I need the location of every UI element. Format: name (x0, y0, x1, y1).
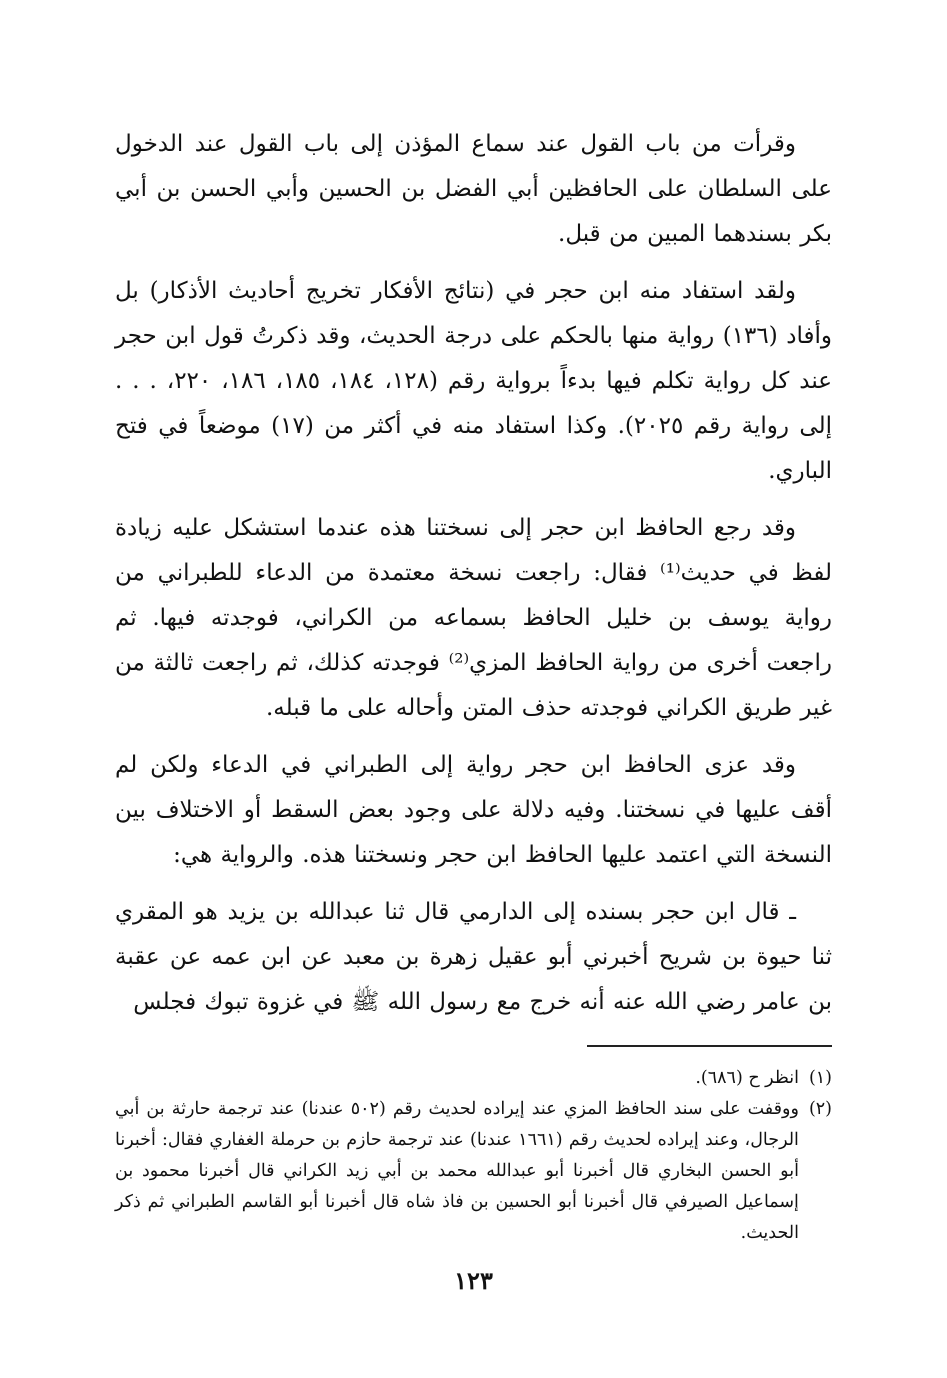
paragraph: وقرأت من باب القول عند سماع المؤذن إلى باب القول عند الدخول على السلطان على الحافظين أبي الفضل بن الحسين وأبي الحسن بن أبي بكر بسندهما المبين من قبل. (115, 131, 832, 247)
footnote-number: (١) (808, 1068, 832, 1088)
footnote (115, 1063, 832, 1094)
footnote-text: انظر ح (٦٨٦). (695, 1068, 799, 1088)
footnote-text: ووقفت على سند الحافظ المزي عند إيراده لحديث رقم (٥٠٢ عندنا) عند ترجمة حارثة بن أبي الرجال، وعند إيراده لحديث رقم (١٦٦١ عندنا) عند ترجمة حازم بن حرملة الغفاري فقال: أخبرنا أبو الحسن البخاري قال أخبرنا أبو عبدالله محمد بن أبي زيد الكراني قال أخبرنا محمود بن إسماعيل الصيرفي قال أخبرنا أبو الحسين بن فاذ شاه قال أخبرنا أبو القاسم الطبراني ثم ذكر الحديث. (115, 1099, 799, 1243)
page-number: ١٢٣ (454, 1266, 493, 1295)
footnote-separator (587, 1045, 832, 1047)
footnote-number: (٢) (808, 1099, 832, 1119)
footnotes (115, 1063, 832, 1249)
footnote (115, 1094, 832, 1249)
paragraph: ـ قال ابن حجر بسنده إلى الدارمي قال ثنا عبدالله بن يزيد هو المقري ثنا حيوة بن شريح أخبرني أبو عقيل زهرة بن معبد عن ابن عمه عن عقبة بن عامر رضي الله عنه أنه خرج مع رسول الله ﷺ في غزوة تبوك فجلس (115, 899, 832, 1015)
paragraph: وقد رجع الحافظ ابن حجر إلى نسختنا هذه عندما استشكل عليه زيادة لفظ في حديث⁽¹⁾ فقال: راجعت نسخة معتمدة من الدعاء للطبراني من رواية يوسف بن خليل الحافظ بسماعه من الكراني، فوجدته فيها. ثم راجعت أخرى من رواية الحافظ المزي⁽²⁾ فوجدته كذلك، ثم راجعت ثالثة من غير طريق الكراني فوجدته حذف المتن وأحاله على ما قبله. (115, 515, 833, 721)
paragraph: وقد عزى الحافظ ابن حجر رواية إلى الطبراني في الدعاء ولكن لم أقف عليها في نسختنا. وفيه دلالة على وجود بعض السقط أو الاختلاف بين النسخة التي اعتمد عليها الحافظ ابن حجر ونسختنا هذه. والرواية هي: (115, 752, 832, 868)
paragraph: ولقد استفاد منه ابن حجر في (نتائج الأفكار تخريج أحاديث الأذكار) بل وأفاد (١٣٦) رواية منها بالحكم على درجة الحديث، وقد ذكرتُ قول ابن حجر عند كل رواية تكلم فيها بدءاً برواية رقم (١٢٨، ١٨٤، ١٨٥، ١٨٦، ٢٢٠، . . . إلى رواية رقم ٢٠٢٥). وكذا استفاد منه في أكثر من (١٧) موضعاً في فتح الباري. (115, 278, 833, 484)
main-text (115, 122, 832, 1025)
